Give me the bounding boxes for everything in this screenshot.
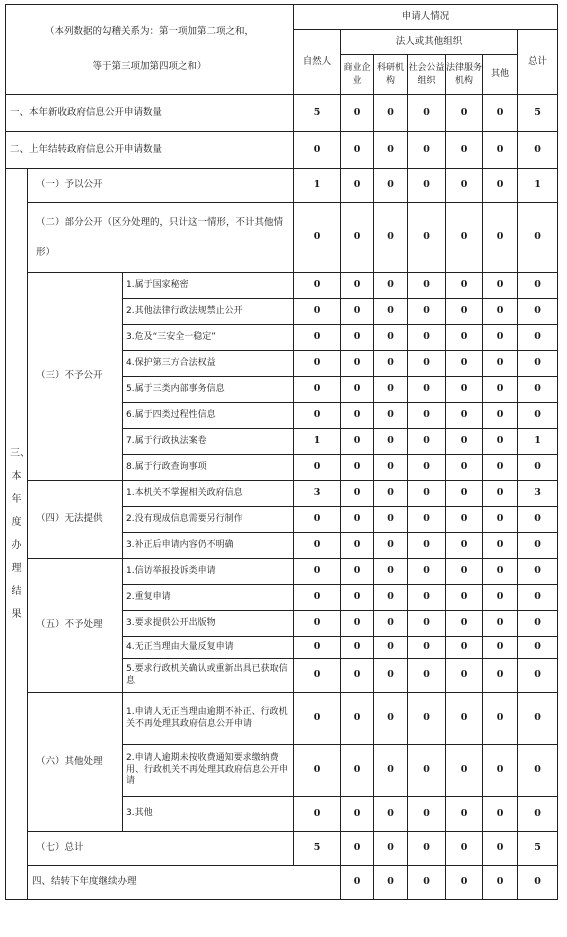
cell-total: 0: [518, 533, 558, 559]
sub-item-label: 2.重复申请: [123, 585, 294, 611]
cell-research: 0: [374, 429, 408, 455]
cell-commercial: 0: [341, 533, 374, 559]
cell-other: 0: [483, 132, 518, 169]
cell-research: 0: [374, 403, 408, 429]
header-social-welfare-org: 社会公益组织: [408, 55, 446, 95]
cell-natural-person: 0: [294, 693, 341, 745]
cell-legal-service: 0: [446, 659, 483, 693]
cell-social-welfare: 0: [408, 132, 446, 169]
cell-legal-service: 0: [446, 611, 483, 637]
header-note-line2: 等于第三项加第四项之和）: [92, 60, 207, 72]
cell-social-welfare: 0: [408, 351, 446, 377]
header-note-line1: （本列数据的勾稽关系为：第一项加第二项之和，: [45, 25, 255, 37]
cell-commercial: 0: [341, 481, 374, 507]
cell-legal-service: 0: [446, 481, 483, 507]
cell-social-welfare: 0: [408, 273, 446, 299]
cell-other: 0: [483, 659, 518, 693]
item-label: （六）其他处理: [28, 693, 123, 832]
cell-commercial: 0: [341, 611, 374, 637]
cell-other: 0: [483, 95, 518, 132]
cell-research: 0: [374, 169, 408, 203]
header-note: [6, 5, 294, 95]
cell-legal-service: 0: [446, 797, 483, 832]
cell-social-welfare: 0: [408, 745, 446, 797]
header-commercial-enterprise: 商业企业: [341, 55, 374, 95]
table-row: [6, 132, 558, 169]
cell-commercial: 0: [341, 429, 374, 455]
cell-commercial: 0: [374, 866, 408, 900]
cell-other: 0: [483, 693, 518, 745]
cell-social-welfare: 0: [408, 169, 446, 203]
cell-commercial: 0: [341, 832, 374, 866]
table-row: [6, 273, 558, 299]
cell-commercial: 0: [341, 95, 374, 132]
cell-research: 0: [374, 659, 408, 693]
cell-legal-service: 0: [446, 132, 483, 169]
item-label: （七）总计: [28, 832, 294, 866]
cell-research: 0: [374, 559, 408, 585]
cell-other: 0: [483, 299, 518, 325]
cell-research: 0: [374, 95, 408, 132]
sub-item-label: 1.本机关不掌握相关政府信息: [123, 481, 294, 507]
cell-commercial: 0: [341, 377, 374, 403]
cell-legal-service: 0: [446, 693, 483, 745]
header-other: 其他: [483, 55, 518, 95]
header-legal-entities: 法人或其他组织: [341, 30, 518, 55]
item-label: （一）予以公开: [28, 169, 294, 203]
cell-natural-person: 0: [294, 455, 341, 481]
cell-natural-person: 0: [294, 559, 341, 585]
cell-social-welfare: 0: [408, 637, 446, 659]
table-row: [6, 169, 558, 203]
sub-item-label: 3.要求提供公开出版物: [123, 611, 294, 637]
cell-natural-person: 0: [294, 351, 341, 377]
table-row: [6, 693, 558, 745]
cell-legal-service: 0: [446, 637, 483, 659]
cell-social-welfare: 0: [408, 481, 446, 507]
cell-legal-service: 0: [483, 866, 518, 900]
cell-research: 0: [374, 832, 408, 866]
cell-research: 0: [374, 299, 408, 325]
cell-total: 0: [518, 325, 558, 351]
cell-other: 0: [483, 325, 518, 351]
cell-commercial: 0: [341, 507, 374, 533]
cell-research: 0: [408, 866, 446, 900]
cell-commercial: 0: [341, 693, 374, 745]
cell-social-welfare: 0: [408, 429, 446, 455]
cell-legal-service: 0: [446, 429, 483, 455]
header-applicant-status: 申请人情况: [294, 5, 558, 30]
statistics-table: [5, 4, 558, 900]
cell-social-welfare: 0: [408, 693, 446, 745]
sub-item-label: 3.其他: [123, 797, 294, 832]
cell-commercial: 0: [341, 637, 374, 659]
table-row: [6, 481, 558, 507]
cell-social-welfare: 0: [408, 203, 446, 273]
header-research-institution: 科研机构: [374, 55, 408, 95]
cell-total: 0: [518, 203, 558, 273]
cell-research: 0: [374, 797, 408, 832]
table-row: [6, 832, 558, 866]
cell-natural-person: 0: [294, 403, 341, 429]
cell-total: 0: [518, 611, 558, 637]
cell-total: 0: [518, 507, 558, 533]
sub-item-label: 2.申请人逾期未按收费通知要求缴纳费用、行政机关不再处理其政府信息公开申请: [123, 745, 294, 797]
cell-natural-person: 0: [294, 203, 341, 273]
header-legal-service-org: 法律服务机构: [446, 55, 483, 95]
cell-natural-person: 0: [294, 325, 341, 351]
sub-item-label: 1.申请人无正当理由逾期不补正、行政机关不再处理其政府信息公开申请: [123, 693, 294, 745]
sub-item-label: 4.保护第三方合法权益: [123, 351, 294, 377]
cell-research: 0: [374, 745, 408, 797]
item-label: （二）部分公开（区分处理的，只计这一情形，不计其他情形）: [28, 203, 294, 273]
cell-social-welfare: 0: [408, 403, 446, 429]
cell-natural-person: 0: [294, 745, 341, 797]
cell-total: 5: [518, 832, 558, 866]
cell-commercial: 0: [341, 659, 374, 693]
cell-total: 0: [518, 455, 558, 481]
cell-legal-service: 0: [446, 455, 483, 481]
cell-research: 0: [374, 351, 408, 377]
cell-legal-service: 0: [446, 273, 483, 299]
item-label: （五）不予处理: [28, 559, 123, 693]
cell-other: 0: [483, 203, 518, 273]
cell-research: 0: [374, 533, 408, 559]
cell-research: 0: [374, 203, 408, 273]
cell-other: 0: [483, 832, 518, 866]
cell-commercial: 0: [341, 351, 374, 377]
cell-legal-service: 0: [446, 351, 483, 377]
table-row: [6, 203, 558, 273]
cell-social-welfare: 0: [408, 611, 446, 637]
cell-total: 0: [518, 559, 558, 585]
sub-item-label: 1.属于国家秘密: [123, 273, 294, 299]
cell-social-welfare: 0: [408, 585, 446, 611]
cell-legal-service: 0: [446, 169, 483, 203]
cell-total: 0: [518, 797, 558, 832]
cell-research: 0: [374, 481, 408, 507]
cell-other: 0: [483, 351, 518, 377]
cell-research: 0: [374, 325, 408, 351]
cell-natural-person: 0: [294, 797, 341, 832]
cell-legal-service: 0: [446, 377, 483, 403]
cell-commercial: 0: [341, 132, 374, 169]
sub-item-label: 5.要求行政机关确认或重新出具已获取信息: [123, 659, 294, 693]
table-row: [6, 866, 558, 900]
cell-commercial: 0: [341, 403, 374, 429]
cell-research: 0: [374, 132, 408, 169]
cell-natural-person: 5: [294, 95, 341, 132]
row-label: 二、上年结转政府信息公开申请数量: [6, 132, 294, 169]
table-row: [6, 559, 558, 585]
cell-other: 0: [483, 797, 518, 832]
cell-commercial: 0: [341, 585, 374, 611]
cell-total: 0: [518, 659, 558, 693]
cell-commercial: 0: [341, 273, 374, 299]
cell-other: 0: [483, 403, 518, 429]
cell-social-welfare: 0: [408, 832, 446, 866]
cell-total: 5: [518, 95, 558, 132]
cell-legal-service: 0: [446, 95, 483, 132]
cell-legal-service: 0: [446, 533, 483, 559]
cell-research: 0: [374, 693, 408, 745]
cell-legal-service: 0: [446, 559, 483, 585]
cell-natural-person: 0: [294, 585, 341, 611]
cell-total: 3: [518, 481, 558, 507]
cell-other: 0: [483, 637, 518, 659]
cell-other: 0: [483, 745, 518, 797]
cell-total: 1: [518, 169, 558, 203]
sub-item-label: 8.属于行政查询事项: [123, 455, 294, 481]
sub-item-label: 7.属于行政执法案卷: [123, 429, 294, 455]
cell-social-welfare: 0: [408, 507, 446, 533]
cell-natural-person: 1: [294, 429, 341, 455]
cell-natural-person: 0: [294, 637, 341, 659]
cell-total: 0: [518, 403, 558, 429]
cell-research: 0: [374, 273, 408, 299]
sub-item-label: 2.没有现成信息需要另行制作: [123, 507, 294, 533]
cell-other: 0: [483, 273, 518, 299]
sub-item-label: 2.其他法律行政法规禁止公开: [123, 299, 294, 325]
cell-commercial: 0: [341, 559, 374, 585]
cell-research: 0: [374, 611, 408, 637]
cell-research: 0: [374, 507, 408, 533]
cell-commercial: 0: [341, 797, 374, 832]
cell-other: 0: [518, 866, 558, 900]
cell-social-welfare: 0: [408, 325, 446, 351]
sub-item-label: 3.补正后申请内容仍不明确: [123, 533, 294, 559]
cell-natural-person: 0: [294, 299, 341, 325]
cell-social-welfare: 0: [446, 866, 483, 900]
cell-other: 0: [483, 481, 518, 507]
table-row: [6, 95, 558, 132]
cell-other: 0: [483, 455, 518, 481]
cell-research: 0: [374, 377, 408, 403]
cell-legal-service: 0: [446, 325, 483, 351]
cell-total: 1: [518, 429, 558, 455]
cell-other: 0: [483, 559, 518, 585]
cell-commercial: 0: [341, 745, 374, 797]
cell-natural-person: 0: [294, 273, 341, 299]
cell-natural-person: 0: [294, 611, 341, 637]
cell-social-welfare: 0: [408, 299, 446, 325]
cell-other: 0: [483, 169, 518, 203]
sub-item-label: 3.危及“三安全一稳定”: [123, 325, 294, 351]
sub-item-label: 5.属于三类内部事务信息: [123, 377, 294, 403]
cell-research: 0: [374, 455, 408, 481]
cell-legal-service: 0: [446, 403, 483, 429]
cell-total: 0: [518, 585, 558, 611]
cell-natural-person: 0: [294, 507, 341, 533]
cell-legal-service: 0: [446, 832, 483, 866]
header-total: 总计: [518, 30, 558, 95]
sub-item-label: 4.无正当理由大量反复申请: [123, 637, 294, 659]
cell-other: 0: [483, 377, 518, 403]
cell-commercial: 0: [341, 325, 374, 351]
cell-social-welfare: 0: [408, 95, 446, 132]
item-label: （三）不予公开: [28, 273, 123, 481]
cell-natural-person: 0: [341, 866, 374, 900]
cell-natural-person: 0: [294, 659, 341, 693]
section-3-label: 三、本年度办理结果: [6, 169, 28, 900]
cell-total: 0: [518, 693, 558, 745]
cell-research: 0: [374, 585, 408, 611]
cell-commercial: 0: [341, 203, 374, 273]
cell-natural-person: 0: [294, 132, 341, 169]
cell-commercial: 0: [341, 299, 374, 325]
cell-total: 0: [518, 132, 558, 169]
sub-item-label: 1.信访举报投诉类申请: [123, 559, 294, 585]
cell-social-welfare: 0: [408, 559, 446, 585]
cell-other: 0: [483, 533, 518, 559]
cell-social-welfare: 0: [408, 797, 446, 832]
cell-total: 0: [518, 637, 558, 659]
cell-other: 0: [483, 429, 518, 455]
cell-social-welfare: 0: [408, 377, 446, 403]
cell-total: 0: [518, 745, 558, 797]
cell-total: 0: [518, 299, 558, 325]
cell-natural-person: 5: [294, 832, 341, 866]
row-label: 一、本年新收政府信息公开申请数量: [6, 95, 294, 132]
cell-legal-service: 0: [446, 585, 483, 611]
cell-research: 0: [374, 637, 408, 659]
cell-other: 0: [483, 585, 518, 611]
cell-natural-person: 3: [294, 481, 341, 507]
item-label: （四）无法提供: [28, 481, 123, 559]
cell-legal-service: 0: [446, 203, 483, 273]
sub-item-label: 6.属于四类过程性信息: [123, 403, 294, 429]
cell-other: 0: [483, 507, 518, 533]
cell-natural-person: 0: [294, 533, 341, 559]
header-natural-person: 自然人: [294, 30, 341, 95]
cell-natural-person: 0: [294, 377, 341, 403]
cell-social-welfare: 0: [408, 533, 446, 559]
cell-natural-person: 1: [294, 169, 341, 203]
cell-total: 0: [518, 351, 558, 377]
cell-social-welfare: 0: [408, 455, 446, 481]
cell-legal-service: 0: [446, 507, 483, 533]
cell-commercial: 0: [341, 169, 374, 203]
row-label: 四、结转下年度继续办理: [28, 866, 341, 900]
cell-total: 0: [518, 273, 558, 299]
cell-commercial: 0: [341, 455, 374, 481]
cell-other: 0: [483, 611, 518, 637]
cell-social-welfare: 0: [408, 659, 446, 693]
cell-legal-service: 0: [446, 299, 483, 325]
cell-total: 0: [518, 377, 558, 403]
cell-legal-service: 0: [446, 745, 483, 797]
